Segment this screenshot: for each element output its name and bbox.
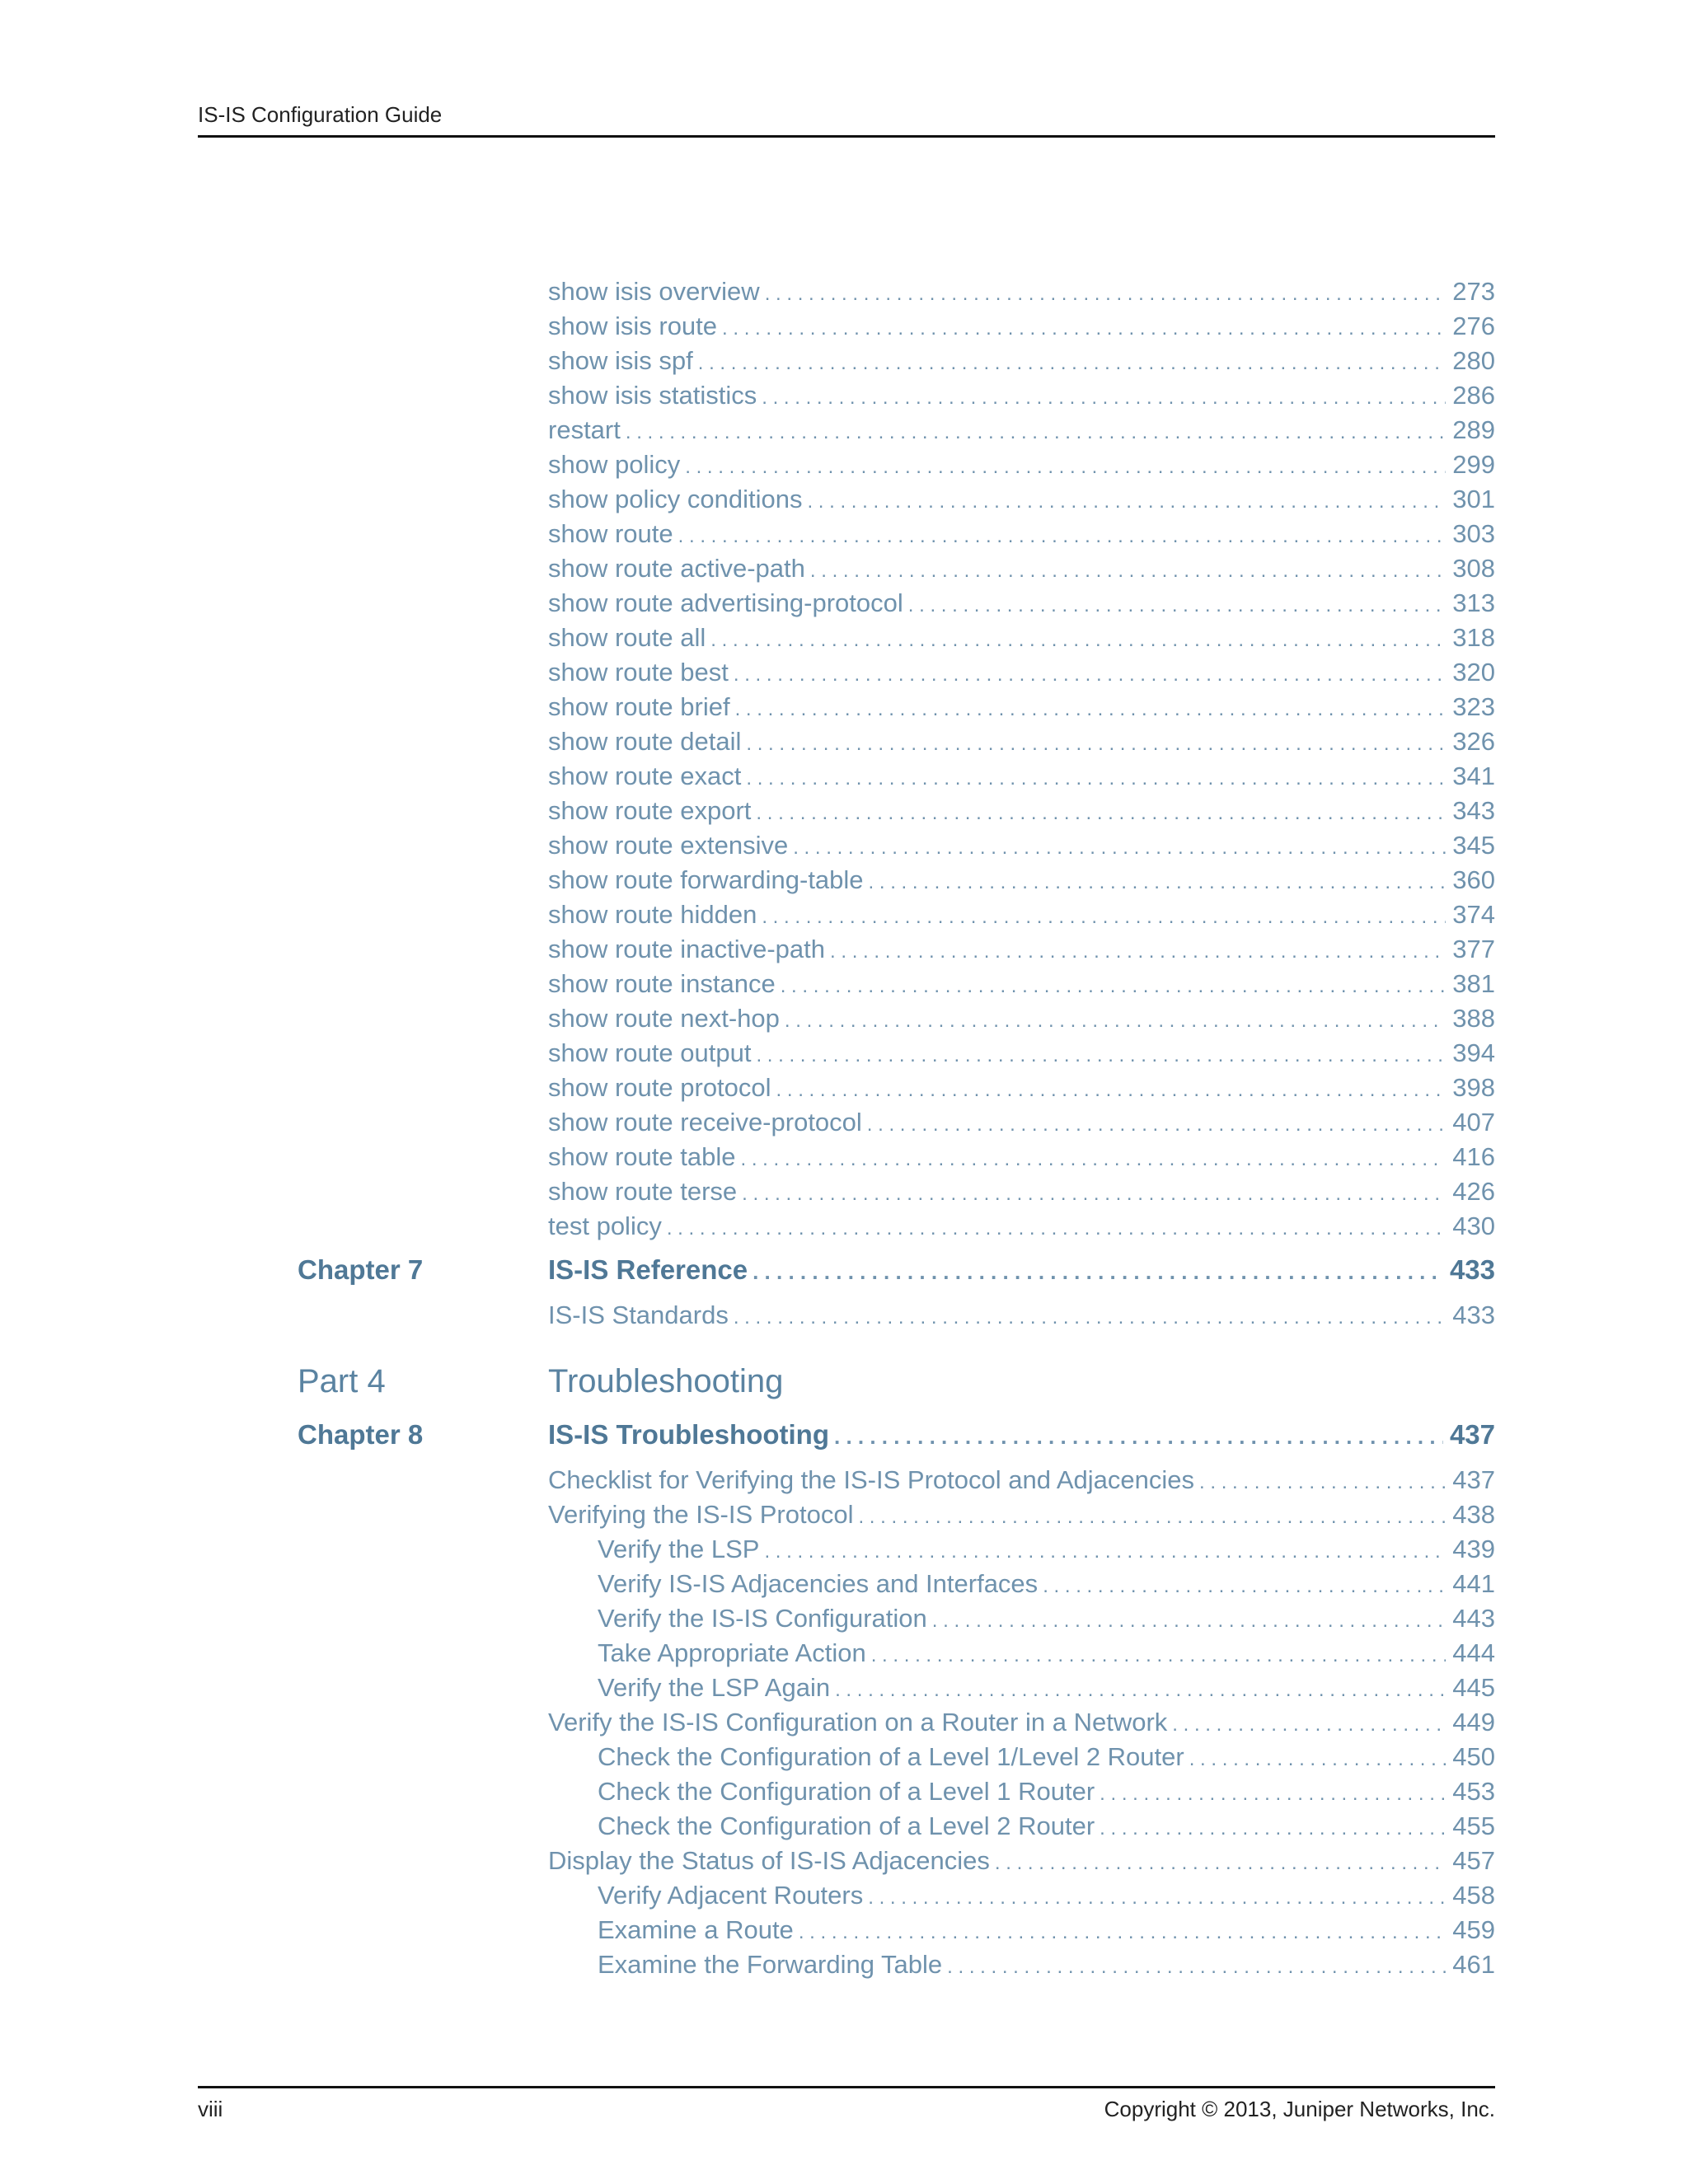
toc-entry[interactable] (548, 762, 1495, 791)
toc-entry[interactable] (548, 277, 1495, 307)
toc-entry-title: show route export (548, 796, 752, 825)
toc-entry-title: Verify the IS-IS Configuration (598, 1604, 927, 1633)
toc-leader-dots (1043, 1575, 1446, 1598)
toc-entry[interactable] (548, 1108, 1495, 1137)
toc-entry-page: 308 (1452, 554, 1495, 583)
toc-entry-page: 441 (1452, 1569, 1495, 1598)
toc-entry[interactable] (548, 312, 1495, 341)
toc-entry-title: show route protocol (548, 1073, 771, 1102)
chapter-7-label: Chapter 7 (298, 1254, 424, 1285)
toc-entry-page: 313 (1452, 588, 1495, 617)
toc-entry-page: 458 (1452, 1881, 1495, 1910)
toc-entry[interactable] (548, 1073, 1495, 1103)
toc-entry-title: show isis spf (548, 346, 693, 375)
toc-leader-dots (685, 456, 1446, 479)
toc-entry-page: 437 (1452, 1465, 1495, 1494)
toc-leader-dots (830, 940, 1446, 963)
toc-entry-title: show route (548, 519, 673, 548)
toc-entry-title: Examine the Forwarding Table (598, 1950, 943, 1979)
toc-entry-title: show route next-hop (548, 1004, 780, 1033)
toc-entry-title: show route exact (548, 762, 742, 790)
toc-entry-title: Examine a Route (598, 1915, 794, 1944)
toc-entry-title: Check the Configuration of a Level 1 Router (598, 1777, 1095, 1806)
toc-entry-title: show isis route (548, 312, 718, 340)
toc-entry[interactable] (548, 1177, 1495, 1207)
toc-leader-dots (667, 1217, 1446, 1240)
toc-leader-dots (785, 1010, 1446, 1033)
toc-entry[interactable] (548, 1038, 1495, 1068)
toc-entry[interactable] (548, 935, 1495, 964)
toc-entry-title: show route active-path (548, 554, 805, 583)
toc-leader-dots (764, 1540, 1446, 1563)
toc-entry-title: restart (548, 415, 621, 444)
toc-entry-title: show route brief (548, 692, 730, 721)
toc-subentry[interactable] (598, 1569, 1495, 1599)
chapter-7-page: 433 (1449, 1254, 1495, 1285)
toc-entry-page: 343 (1452, 796, 1495, 825)
toc-entry-page: 443 (1452, 1604, 1495, 1633)
chapter-8-page: 437 (1449, 1419, 1495, 1450)
toc-leader-dots (698, 352, 1447, 375)
toc-entry-page: 286 (1452, 381, 1495, 410)
toc-entry-page: 444 (1452, 1638, 1495, 1667)
toc-leader-dots (776, 1079, 1447, 1102)
toc-entry[interactable] (548, 485, 1495, 514)
toc-entry-page: 450 (1452, 1742, 1495, 1771)
toc-entry-page: 407 (1452, 1108, 1495, 1137)
toc-entry[interactable] (548, 658, 1495, 687)
toc-entry[interactable] (548, 900, 1495, 930)
header-title: IS-IS Configuration Guide (198, 102, 443, 127)
toc-entry[interactable] (548, 346, 1495, 376)
toc-entry-title: Verify IS-IS Adjacencies and Interfaces (598, 1569, 1039, 1598)
toc-entry-title: Display the Status of IS-IS Adjacencies (548, 1846, 990, 1875)
toc-entry-page: 453 (1452, 1777, 1495, 1806)
toc-leader-dots (807, 490, 1446, 513)
toc-entry-page: 461 (1452, 1950, 1495, 1979)
toc-leader-dots (742, 1183, 1446, 1206)
toc-entry-title: show route terse (548, 1177, 738, 1206)
toc-entry-title: show route output (548, 1038, 752, 1067)
toc-leader-dots (1199, 1471, 1446, 1494)
toc-entry-page: 323 (1452, 692, 1495, 721)
toc-leader-dots (868, 1886, 1446, 1910)
toc-entry-title: Check the Configuration of a Level 1/Level 2 Router (598, 1742, 1184, 1771)
toc-entry-page: 273 (1452, 277, 1495, 306)
toc-leader-dots (834, 1424, 1443, 1450)
toc-entry-page: 439 (1452, 1535, 1495, 1563)
toc-leader-dots (746, 733, 1446, 756)
toc-leader-dots (908, 594, 1446, 617)
toc-leader-dots (871, 1644, 1447, 1667)
toc-entry-page: 433 (1452, 1301, 1495, 1329)
toc-entry-title: show isis overview (548, 277, 760, 306)
toc-entry-page: 445 (1452, 1673, 1495, 1702)
toc-entry-page: 360 (1452, 865, 1495, 894)
toc-entry-title: Verify the LSP (598, 1535, 760, 1563)
toc-leader-dots (835, 1679, 1446, 1702)
toc-entry-page: 320 (1452, 658, 1495, 687)
toc-entry[interactable] (548, 692, 1495, 722)
toc-subentry[interactable] (598, 1811, 1495, 1841)
toc-leader-dots (735, 698, 1447, 721)
toc-entry-page: 377 (1452, 935, 1495, 963)
toc-entry-page: 280 (1452, 346, 1495, 375)
toc-entry-title: show policy (548, 450, 681, 479)
toc-entry-page: 299 (1452, 450, 1495, 479)
toc-subentry[interactable] (598, 1742, 1495, 1772)
toc-entry-page: 303 (1452, 519, 1495, 548)
toc-leader-dots (762, 387, 1446, 410)
chapter-7-title: IS-IS Reference (548, 1254, 748, 1285)
toc-entry-page: 276 (1452, 312, 1495, 340)
part-4-label: Part 4 (298, 1363, 386, 1399)
toc-subentry[interactable] (598, 1915, 1495, 1945)
toc-entry[interactable] (548, 865, 1495, 895)
toc-subentry[interactable] (598, 1535, 1495, 1564)
toc-subentry[interactable] (598, 1673, 1495, 1703)
copyright-notice: Copyright © 2013, Juniper Networks, Inc. (1104, 2097, 1495, 2121)
toc-leader-dots (762, 906, 1446, 929)
toc-entry-page: 374 (1452, 900, 1495, 929)
chapter-8-label: Chapter 8 (298, 1419, 424, 1450)
toc-entry-page: 341 (1452, 762, 1495, 790)
toc-leader-dots (799, 1921, 1446, 1944)
toc-entry-title: Verify the LSP Again (598, 1673, 831, 1702)
toc-entry-page: 449 (1452, 1708, 1495, 1736)
toc-leader-dots (932, 1610, 1447, 1633)
toc-entry[interactable] (548, 623, 1495, 653)
toc-leader-dots (678, 525, 1447, 548)
toc-entry[interactable] (548, 1708, 1495, 1737)
toc-leader-dots (1172, 1713, 1446, 1736)
toc-leader-dots (734, 663, 1446, 687)
toc-entry[interactable] (548, 796, 1495, 826)
chapter-7-entry[interactable] (548, 1254, 1495, 1286)
toc-entry[interactable] (548, 381, 1495, 410)
toc-entry-title: IS-IS Standards (548, 1301, 729, 1329)
toc-leader-dots (793, 837, 1446, 860)
toc-entry-page: 438 (1452, 1500, 1495, 1529)
toc-entry-title: show policy conditions (548, 485, 803, 513)
toc-entry-page: 394 (1452, 1038, 1495, 1067)
toc-subentry[interactable] (598, 1777, 1495, 1807)
toc-leader-dots (869, 871, 1447, 894)
toc-entry-page: 426 (1452, 1177, 1495, 1206)
toc-leader-dots (810, 560, 1446, 583)
toc-entry-page: 381 (1452, 969, 1495, 998)
toc-entry-page: 459 (1452, 1915, 1495, 1944)
toc-entry-page: 416 (1452, 1142, 1495, 1171)
toc-leader-dots (765, 283, 1447, 306)
toc-entry[interactable] (548, 588, 1495, 618)
chapter-8-title: IS-IS Troubleshooting (548, 1419, 829, 1450)
toc-entry[interactable] (548, 831, 1495, 860)
toc-entry-title: Take Appropriate Action (598, 1638, 866, 1667)
toc-entry[interactable] (548, 1004, 1495, 1033)
toc-entry[interactable] (548, 727, 1495, 757)
toc-entry[interactable] (548, 554, 1495, 583)
toc-leader-dots (722, 317, 1446, 340)
toc-entry-title: Verifying the IS-IS Protocol (548, 1500, 854, 1529)
toc-entry[interactable] (548, 415, 1495, 445)
toc-entry-title: show route forwarding-table (548, 865, 864, 894)
toc-entry-title: test policy (548, 1212, 662, 1240)
toc-entry[interactable] (548, 1465, 1495, 1495)
toc-entry-title: Verify Adjacent Routers (598, 1881, 864, 1910)
page-footer (198, 2086, 1495, 2121)
chapter-8-entry[interactable] (548, 1419, 1495, 1451)
toc-subentry[interactable] (598, 1638, 1495, 1668)
toc-entry[interactable] (548, 1301, 1495, 1330)
toc-leader-dots (867, 1113, 1446, 1137)
toc-leader-dots (753, 1259, 1443, 1285)
toc-entry-page: 388 (1452, 1004, 1495, 1033)
toc-entry-title: Verify the IS-IS Configuration on a Router in a Network (548, 1708, 1168, 1736)
toc-entry-title: show route advertising-protocol (548, 588, 903, 617)
toc-entry-page: 326 (1452, 727, 1495, 756)
toc-entry-page: 457 (1452, 1846, 1495, 1875)
toc-entry[interactable] (548, 519, 1495, 549)
toc-leader-dots (740, 1148, 1446, 1171)
toc-subentry[interactable] (598, 1950, 1495, 1980)
toc-leader-dots (756, 802, 1446, 825)
toc-entry-page: 301 (1452, 485, 1495, 513)
toc-leader-dots (781, 975, 1447, 998)
toc-leader-dots (1100, 1783, 1446, 1806)
toc-entry[interactable] (548, 1212, 1495, 1241)
toc-leader-dots (995, 1852, 1446, 1875)
toc-entry-title: Checklist for Verifying the IS-IS Protocol and Adjacencies (548, 1465, 1195, 1494)
part-4-title[interactable]: Troubleshooting (548, 1363, 784, 1399)
toc-entry-title: show route inactive-path (548, 935, 826, 963)
toc-entry-title: show route hidden (548, 900, 757, 929)
toc-entry[interactable] (548, 450, 1495, 480)
toc-entry[interactable] (548, 1500, 1495, 1530)
toc-entry-page: 289 (1452, 415, 1495, 444)
toc-leader-dots (746, 767, 1446, 790)
toc-entry-page: 318 (1452, 623, 1495, 652)
toc-entry-page: 430 (1452, 1212, 1495, 1240)
toc-leader-dots (947, 1956, 1446, 1979)
page-number: viii (198, 2097, 223, 2121)
toc-leader-dots (734, 1306, 1446, 1329)
toc-entry[interactable] (548, 1846, 1495, 1876)
toc-leader-dots (858, 1506, 1446, 1529)
toc-entry[interactable] (548, 1142, 1495, 1172)
toc-leader-dots (626, 421, 1446, 444)
toc-entry-title: show route table (548, 1142, 736, 1171)
toc-entry-title: show route extensive (548, 831, 789, 860)
toc-entry-title: show route best (548, 658, 729, 687)
toc-leader-dots (1100, 1817, 1446, 1840)
toc-entry-page: 345 (1452, 831, 1495, 860)
toc-leader-dots (756, 1044, 1446, 1067)
toc-subentry[interactable] (598, 1604, 1495, 1633)
toc-entry-title: show isis statistics (548, 381, 757, 410)
toc-entry[interactable] (548, 969, 1495, 999)
toc-entry-title: show route receive-protocol (548, 1108, 862, 1137)
toc-entry-page: 398 (1452, 1073, 1495, 1102)
toc-entry-title: show route all (548, 623, 706, 652)
toc-subentry[interactable] (598, 1881, 1495, 1910)
toc-entry-title: Check the Configuration of a Level 2 Router (598, 1811, 1095, 1840)
toc-leader-dots (710, 629, 1446, 652)
toc-entry-title: show route instance (548, 969, 776, 998)
toc-entry-page: 455 (1452, 1811, 1495, 1840)
toc-entry-title: show route detail (548, 727, 742, 756)
toc-leader-dots (1189, 1748, 1447, 1771)
